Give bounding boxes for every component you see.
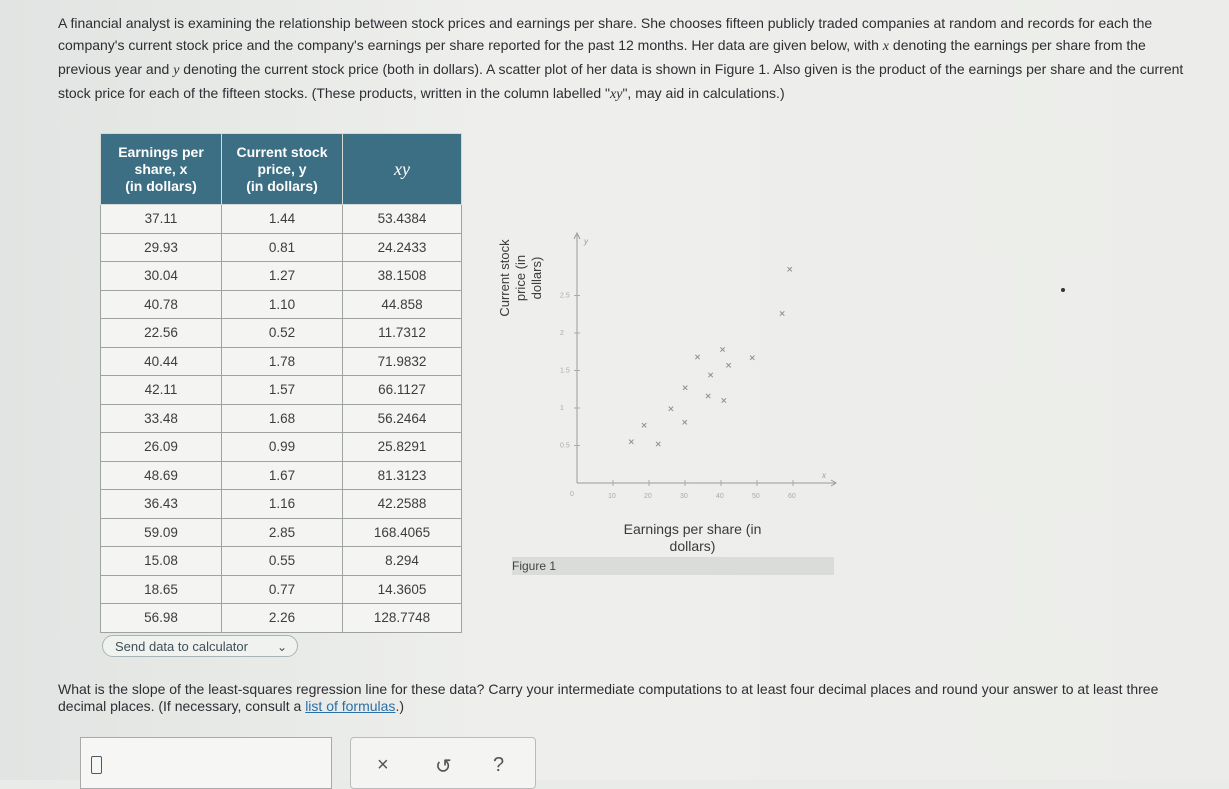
header-xy: xy: [343, 134, 462, 205]
table-row: [101, 233, 462, 262]
figure-label: Figure 1: [512, 559, 557, 573]
data-point: [750, 356, 754, 360]
cell-xy: 42.2588: [343, 490, 462, 519]
x-tick-label: 50: [752, 493, 760, 500]
question-text: [58, 681, 1178, 715]
data-point: [780, 311, 784, 315]
data-point: [708, 373, 712, 377]
table-row: [101, 604, 462, 633]
cell-xy: 71.9832: [343, 347, 462, 376]
x-tick-label: 20: [644, 493, 652, 500]
cell-price: 0.77: [222, 575, 343, 604]
chevron-down-icon: ⌄: [276, 640, 287, 654]
cell-price: 0.52: [222, 319, 343, 348]
intro-text-4: ", may aid in calculations.): [622, 85, 785, 101]
header-earnings: [101, 134, 222, 205]
data-point: [642, 423, 646, 427]
send-data-label: Send data to calculator: [115, 639, 248, 654]
header-earnings-line2: share, x: [134, 160, 188, 177]
header-earnings-line3: (in dollars): [125, 177, 197, 194]
table-row: [101, 547, 462, 576]
question-end: .): [395, 698, 404, 714]
formulas-link[interactable]: list of formulas: [305, 698, 396, 714]
cell-price: 0.55: [222, 547, 343, 576]
header-price-line2: price, y: [257, 160, 307, 177]
cell-earnings: 37.11: [101, 205, 222, 234]
cell-xy: 53.4384: [343, 205, 462, 234]
data-point: [629, 440, 633, 444]
table-row: [101, 490, 462, 519]
data-point: [683, 420, 687, 424]
cell-earnings: 48.69: [101, 461, 222, 490]
table-row: [101, 347, 462, 376]
cell-xy: 44.858: [343, 290, 462, 319]
cell-xy: 25.8291: [343, 433, 462, 462]
data-point: [726, 363, 730, 367]
cell-xy: 66.1127: [343, 376, 462, 405]
answer-toolbar: [350, 737, 536, 789]
cell-price: 1.44: [222, 205, 343, 234]
x-tick-label: 40: [716, 493, 724, 500]
cell-earnings: 59.09: [101, 518, 222, 547]
cell-earnings: 18.65: [101, 575, 222, 604]
cell-xy: 81.3123: [343, 461, 462, 490]
table-row: [101, 205, 462, 234]
cell-earnings: 40.78: [101, 290, 222, 319]
cell-earnings: 29.93: [101, 233, 222, 262]
cell-earnings: 56.98: [101, 604, 222, 633]
cell-xy: 11.7312: [343, 319, 462, 348]
table-row: [101, 575, 462, 604]
plot-axes: [560, 233, 836, 500]
y-tick-label: 0.5: [560, 442, 570, 450]
cell-xy: 14.3605: [343, 575, 462, 604]
header-price-line3: (in dollars): [246, 177, 318, 194]
problem-statement: [58, 12, 1198, 106]
table-row: [101, 319, 462, 348]
y-tick-label: 2: [560, 330, 564, 337]
cell-price: 1.16: [222, 490, 343, 519]
cell-earnings: 15.08: [101, 547, 222, 576]
var-x: x: [882, 39, 890, 54]
cell-xy: 24.2433: [343, 233, 462, 262]
data-point: [706, 394, 710, 398]
cell-xy: 168.4065: [343, 518, 462, 547]
intro-text-1: A financial analyst is examining the relationship between stock prices and earnings per share. She chooses fifteen publicly traded companies at random and records for each the company's current stock price and the company's earnings per share reported for the past 12 months. Her data are given below, with: [58, 15, 1153, 53]
cell-earnings: 22.56: [101, 319, 222, 348]
table-header-row: [101, 134, 462, 205]
cell-price: 2.85: [222, 518, 343, 547]
data-point: [656, 442, 660, 446]
cell-earnings: 42.11: [101, 376, 222, 405]
y-tick-label: 2.5: [560, 292, 570, 300]
y-tick-label: 1: [560, 405, 564, 412]
cell-earnings: 33.48: [101, 404, 222, 433]
cell-price: 1.10: [222, 290, 343, 319]
x-tick-label: 60: [788, 493, 796, 500]
cell-price: 1.57: [222, 376, 343, 405]
table-body: [101, 205, 462, 633]
clear-button[interactable]: ×: [377, 754, 389, 776]
table-row: [101, 518, 462, 547]
header-earnings-line1: Earnings per: [118, 143, 204, 160]
cell-xy: 128.7748: [343, 604, 462, 633]
cell-earnings: 36.43: [101, 490, 222, 519]
intro-text-2: denoting the earnings per share from the previous year and: [58, 37, 1146, 77]
cell-price: 0.99: [222, 433, 343, 462]
cell-xy: 56.2464: [343, 404, 462, 433]
var-xy: xy: [610, 87, 623, 102]
table-row: [101, 433, 462, 462]
table-row: [101, 262, 462, 291]
undo-button[interactable]: ↺: [435, 756, 452, 778]
y-axis-label: Current stock price (in dollars): [497, 239, 544, 317]
y-tick-label: 1.5: [560, 367, 570, 375]
table-row: [101, 461, 462, 490]
x-axis-label: Earnings per share (in dollars): [623, 521, 762, 554]
intro-text-3: denoting the current stock price (both in dollars). A scatter plot of her data is shown in Figure 1. Also given is the product of the earnings per share and the current stock price for each of the fifteen stocks. (These products, written in the column labelled ": [58, 61, 1184, 101]
answer-input[interactable]: [80, 737, 332, 789]
figure-caption-bar: [512, 557, 834, 575]
header-price: [222, 134, 343, 205]
table-row: [101, 376, 462, 405]
cell-price: 1.78: [222, 347, 343, 376]
cell-price: 1.68: [222, 404, 343, 433]
data-point: [695, 355, 699, 359]
cell-price: 2.26: [222, 604, 343, 633]
text-cursor-icon: [91, 756, 102, 774]
data-point: [683, 386, 687, 390]
data-point: [720, 347, 724, 351]
scatter-plot: [550, 220, 850, 520]
header-price-line1: Current stock: [236, 143, 328, 160]
cell-price: 0.81: [222, 233, 343, 262]
data-table: [100, 133, 462, 633]
x-axis-letter: x: [822, 471, 826, 480]
origin-label: 0: [570, 491, 574, 498]
cell-earnings: 30.04: [101, 262, 222, 291]
help-button[interactable]: ?: [493, 754, 505, 776]
x-tick-label: 10: [608, 493, 616, 500]
table-row: [101, 404, 462, 433]
cell-earnings: 40.44: [101, 347, 222, 376]
cell-price: 1.27: [222, 262, 343, 291]
cell-earnings: 26.09: [101, 433, 222, 462]
data-point: [788, 267, 792, 271]
cell-price: 1.67: [222, 461, 343, 490]
cell-xy: 8.294: [343, 547, 462, 576]
data-point: [722, 398, 726, 402]
var-y: y: [173, 63, 180, 78]
question-body: What is the slope of the least-squares regression line for these data? Carry your intermediate computations to at least four decimal places and round your answer to at least three decimal places. (If necessary, consult a: [58, 681, 1159, 714]
x-tick-label: 30: [680, 493, 688, 500]
send-data-button[interactable]: [102, 635, 298, 657]
plot-marks: [629, 267, 792, 446]
cell-xy: 38.1508: [343, 262, 462, 291]
data-point: [669, 407, 673, 411]
table-row: [101, 290, 462, 319]
y-axis-letter: y: [584, 237, 588, 246]
stray-dot: [1061, 288, 1065, 292]
